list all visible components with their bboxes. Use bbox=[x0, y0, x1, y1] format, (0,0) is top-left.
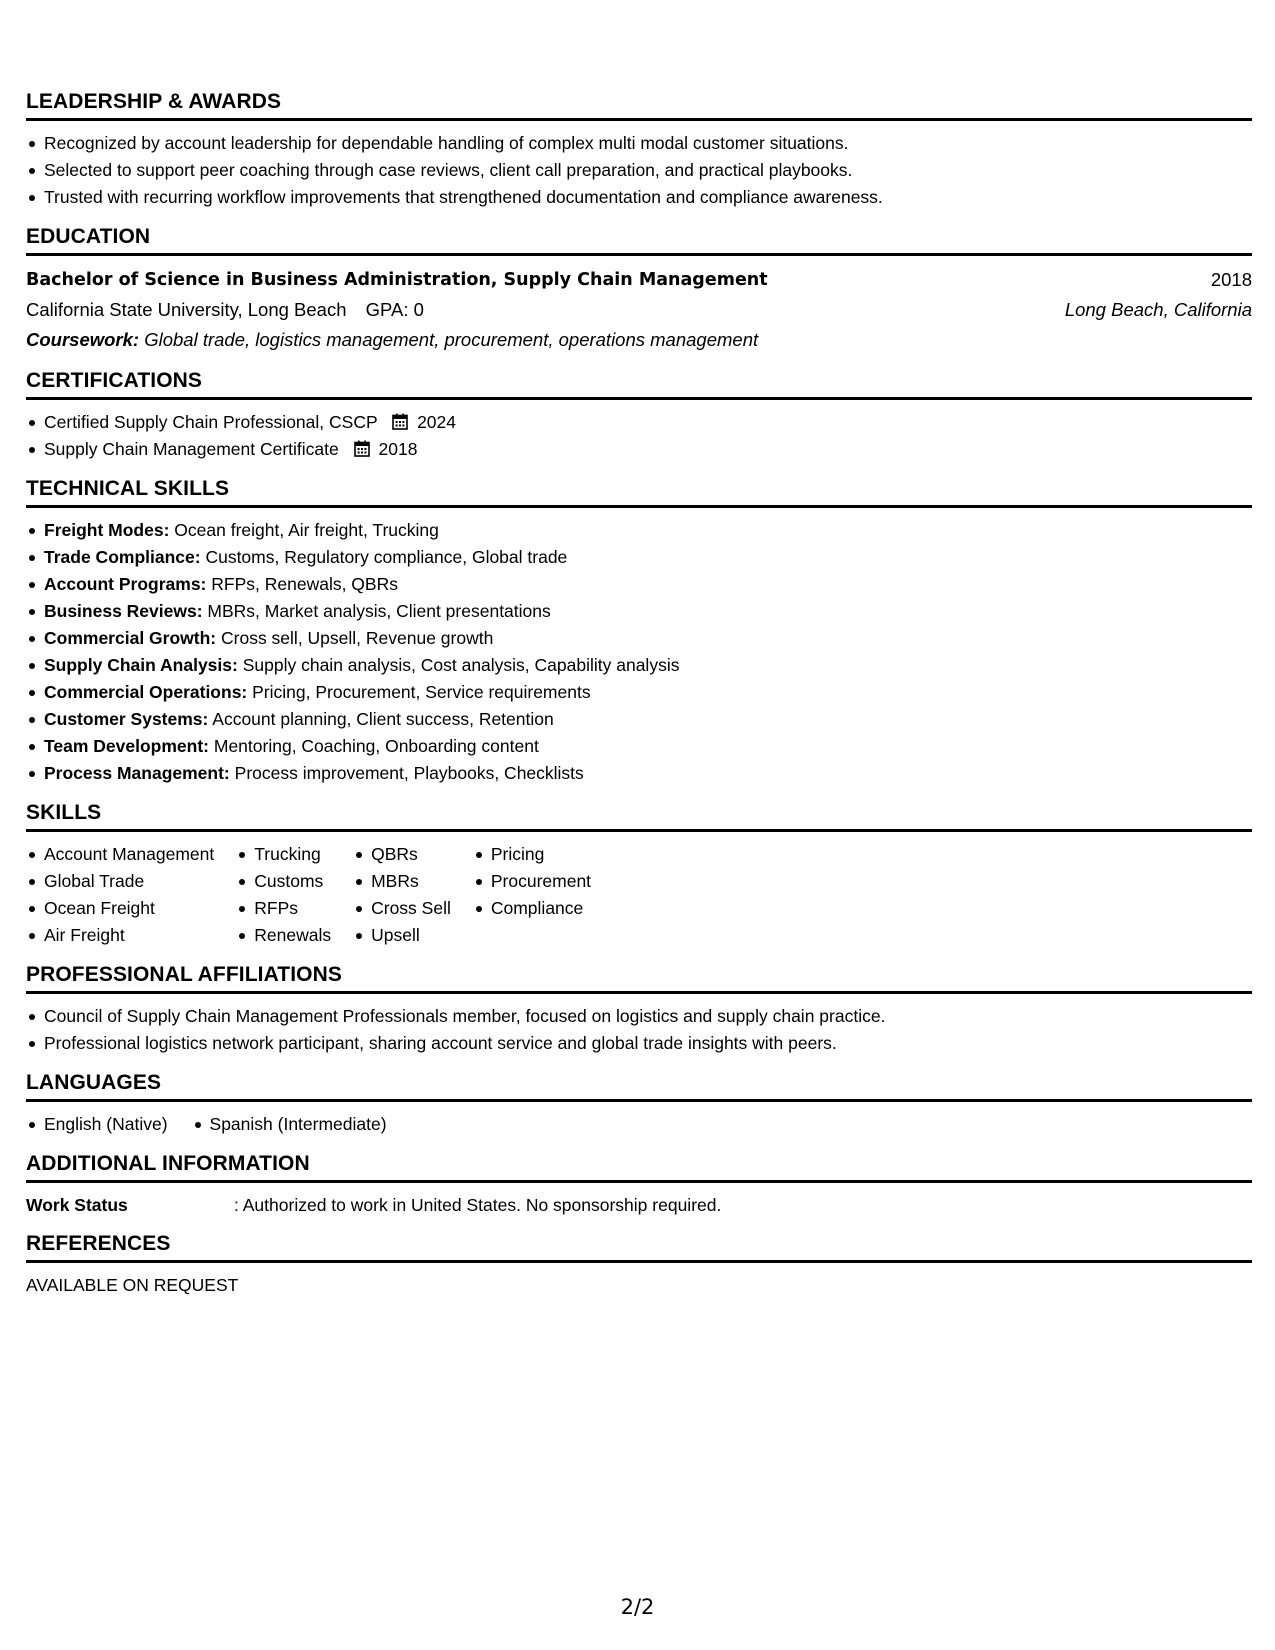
skill-values: Customs, Regulatory compliance, Global trade bbox=[205, 547, 568, 567]
skill-category: Business Reviews: bbox=[44, 601, 203, 621]
references-text: AVAILABLE ON REQUEST bbox=[26, 1275, 239, 1295]
list-item: Recognized by account leadership for dependable handling of complex multi modal customer situations. bbox=[44, 130, 1252, 157]
list-item bbox=[44, 625, 1252, 652]
education-row bbox=[26, 295, 1252, 325]
skill-category: Supply Chain Analysis: bbox=[44, 655, 238, 675]
skill-values: MBRs, Market analysis, Client presentations bbox=[207, 601, 551, 621]
certification-year: 2018 bbox=[378, 439, 418, 459]
list-item: Procurement bbox=[491, 868, 591, 895]
section-title: PROFESSIONAL AFFILIATIONS bbox=[26, 963, 1252, 994]
list-item bbox=[44, 544, 1252, 571]
skill-category: Commercial Operations: bbox=[44, 682, 248, 702]
list-item: Pricing bbox=[491, 841, 591, 868]
coursework-row bbox=[26, 325, 1252, 355]
calendar-icon bbox=[354, 440, 370, 457]
technical-skills-list bbox=[26, 517, 1252, 787]
skill-values: Pricing, Procurement, Service requirements bbox=[252, 682, 591, 702]
skill-category: Account Programs: bbox=[44, 574, 207, 594]
skills-column bbox=[236, 841, 331, 949]
degree: Bachelor of Science in Business Administration, Supply Chain Management bbox=[26, 270, 768, 290]
skill-values: Supply chain analysis, Cost analysis, Capability analysis bbox=[242, 655, 680, 675]
section-title: CERTIFICATIONS bbox=[26, 369, 1252, 400]
list-item: English (Native) bbox=[44, 1111, 168, 1138]
affiliations-section bbox=[26, 963, 1252, 1057]
school-name: California State University, Long Beach bbox=[26, 299, 347, 320]
skills-column bbox=[26, 841, 214, 949]
coursework: Global trade, logistics management, procurement, operations management bbox=[144, 329, 759, 350]
section-title: LANGUAGES bbox=[26, 1071, 1252, 1102]
list-item: Trusted with recurring workflow improvements that strengthened documentation and compliance awareness. bbox=[44, 184, 1252, 211]
calendar-icon bbox=[392, 413, 408, 430]
languages-section bbox=[26, 1071, 1252, 1138]
languages-list bbox=[192, 1111, 387, 1138]
list-item bbox=[44, 598, 1252, 625]
list-item bbox=[44, 409, 1252, 436]
certification-name: Certified Supply Chain Professional, CSCP bbox=[44, 412, 378, 432]
list-item: Professional logistics network participant, sharing account service and global trade insights with peers. bbox=[44, 1030, 1252, 1057]
languages-list bbox=[26, 1111, 168, 1138]
technical-skills-section bbox=[26, 477, 1252, 787]
skill-category: Process Management: bbox=[44, 763, 230, 783]
skill-category: Commercial Growth: bbox=[44, 628, 217, 648]
list-item: QBRs bbox=[371, 841, 451, 868]
skill-values: Cross sell, Upsell, Revenue growth bbox=[221, 628, 494, 648]
additional-info-section bbox=[26, 1152, 1252, 1218]
list-item bbox=[44, 679, 1252, 706]
list-item: Trucking bbox=[254, 841, 331, 868]
skill-category: Team Development: bbox=[44, 736, 209, 756]
list-item: Ocean Freight bbox=[44, 895, 214, 922]
skill-values: Mentoring, Coaching, Onboarding content bbox=[213, 736, 539, 756]
leadership-list bbox=[26, 130, 1252, 211]
certifications-list bbox=[26, 409, 1252, 463]
certification-name: Supply Chain Management Certificate bbox=[44, 439, 339, 459]
resume-page bbox=[26, 90, 1252, 1312]
affiliations-list bbox=[26, 1003, 1252, 1057]
list-item bbox=[44, 760, 1252, 787]
certifications-section bbox=[26, 369, 1252, 463]
skill-values: Ocean freight, Air freight, Trucking bbox=[174, 520, 439, 540]
list-item bbox=[44, 733, 1252, 760]
list-item: Renewals bbox=[254, 922, 331, 949]
list-item: Selected to support peer coaching through case reviews, client call preparation, and practical playbooks. bbox=[44, 157, 1252, 184]
skill-category: Customer Systems: bbox=[44, 709, 209, 729]
skills-column bbox=[353, 841, 451, 949]
skill-values: RFPs, Renewals, QBRs bbox=[211, 574, 398, 594]
school-location: Long Beach, California bbox=[1064, 299, 1252, 320]
list-item: Air Freight bbox=[44, 922, 214, 949]
info-value: : Authorized to work in United States. No sponsorship required. bbox=[234, 1195, 722, 1215]
section-title: LEADERSHIP & AWARDS bbox=[26, 90, 1252, 121]
graduation-year: 2018 bbox=[1210, 269, 1252, 290]
section-title: TECHNICAL SKILLS bbox=[26, 477, 1252, 508]
list-item: Cross Sell bbox=[371, 895, 451, 922]
leadership-section bbox=[26, 90, 1252, 211]
list-item: Account Management bbox=[44, 841, 214, 868]
info-row bbox=[26, 1192, 1252, 1218]
section-title: SKILLS bbox=[26, 801, 1252, 832]
skills-grid bbox=[26, 841, 1252, 949]
list-item bbox=[44, 706, 1252, 733]
list-item: Customs bbox=[254, 868, 331, 895]
info-key: Work Status bbox=[26, 1195, 128, 1215]
section-title: ADDITIONAL INFORMATION bbox=[26, 1152, 1252, 1183]
list-item bbox=[44, 652, 1252, 679]
skill-values: Account planning, Client success, Retention bbox=[212, 709, 554, 729]
list-item: MBRs bbox=[371, 868, 451, 895]
skill-category: Trade Compliance: bbox=[44, 547, 201, 567]
list-item: Compliance bbox=[491, 895, 591, 922]
skill-category: Freight Modes: bbox=[44, 520, 170, 540]
languages-row bbox=[26, 1111, 1252, 1138]
section-title: EDUCATION bbox=[26, 225, 1252, 256]
education-section bbox=[26, 225, 1252, 355]
references-section bbox=[26, 1232, 1252, 1298]
list-item bbox=[44, 571, 1252, 598]
list-item bbox=[44, 436, 1252, 463]
page-number: 2/2 bbox=[620, 1595, 655, 1619]
section-title: REFERENCES bbox=[26, 1232, 1252, 1263]
list-item: Global Trade bbox=[44, 868, 214, 895]
list-item: Upsell bbox=[371, 922, 451, 949]
certification-year: 2024 bbox=[417, 412, 456, 432]
education-row bbox=[26, 265, 1252, 295]
list-item: Spanish (Intermediate) bbox=[210, 1111, 387, 1138]
list-item: Council of Supply Chain Management Professionals member, focused on logistics and supply chain practice. bbox=[44, 1003, 1252, 1030]
skills-section bbox=[26, 801, 1252, 949]
list-item: RFPs bbox=[254, 895, 331, 922]
skills-column bbox=[473, 841, 591, 949]
gpa: GPA: 0 bbox=[365, 299, 424, 320]
skill-values: Process improvement, Playbooks, Checklists bbox=[234, 763, 584, 783]
coursework-label: Coursework: bbox=[26, 329, 140, 350]
list-item bbox=[44, 517, 1252, 544]
